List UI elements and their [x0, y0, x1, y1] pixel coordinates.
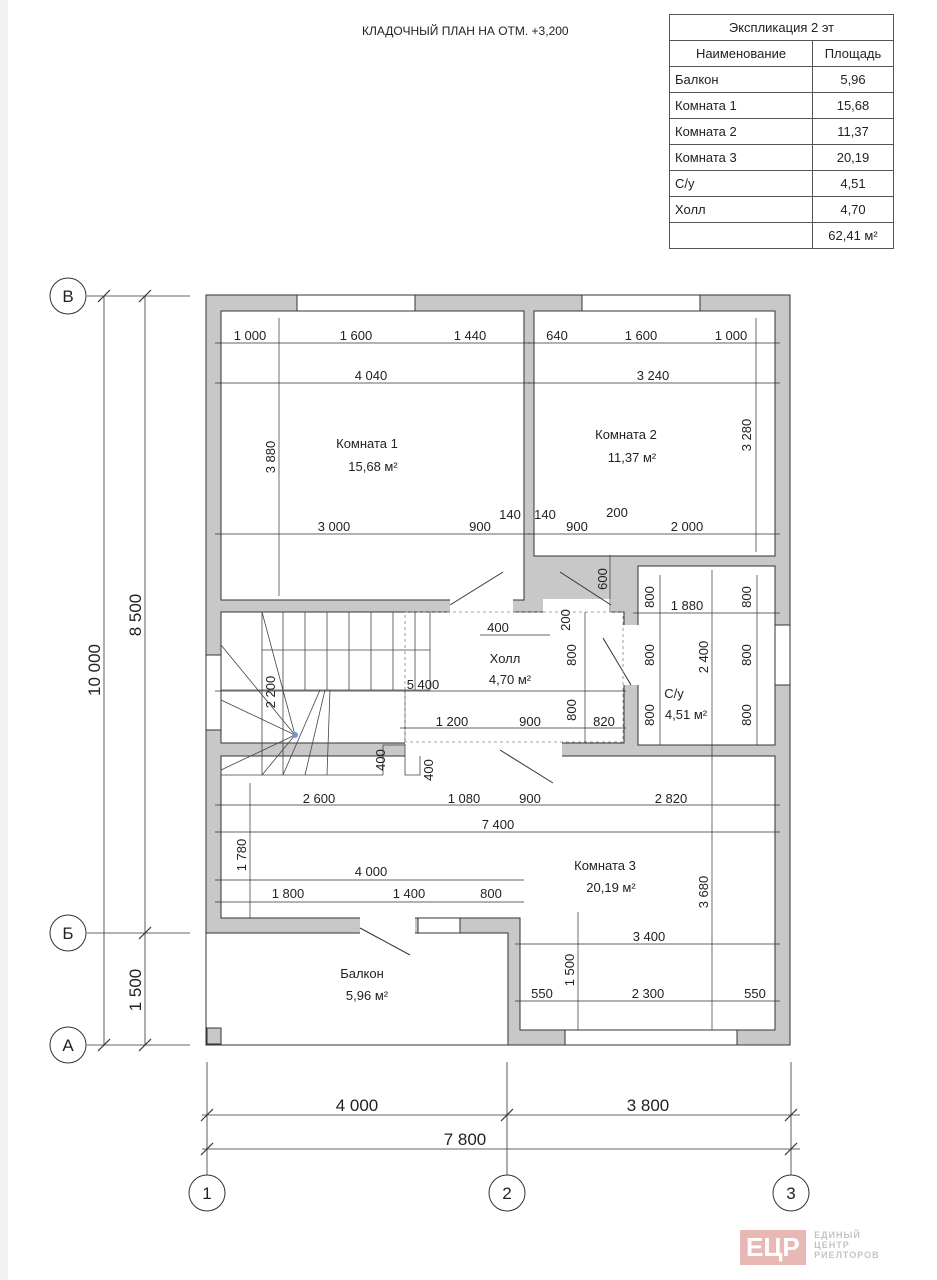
table-cell-name: Холл	[670, 197, 813, 223]
watermark-logo-mark: ЕЦР	[740, 1230, 806, 1265]
table-cell-area: 5,96	[813, 67, 894, 93]
dim-label: 2 400	[696, 640, 711, 674]
table-cell-name: Комната 1	[670, 93, 813, 119]
dim-label: 4 000	[354, 864, 388, 879]
dim-label: 1 440	[453, 328, 487, 343]
axis-label: В	[62, 287, 74, 306]
dim-label: 2 300	[631, 986, 665, 1001]
table-cell-name: Комната 3	[670, 145, 813, 171]
room-area: 20,19 м²	[586, 880, 636, 895]
room-area: 11,37 м²	[607, 450, 657, 465]
dim-label: 8 500	[126, 593, 145, 637]
dim-label: 600	[595, 568, 610, 590]
dim-label: 820	[593, 714, 615, 729]
dim-label: 900	[519, 791, 541, 806]
stair-center-marker	[292, 732, 298, 738]
dim-label: 2 600	[302, 791, 336, 806]
dim-label: 140	[534, 507, 556, 522]
stair-opening	[405, 742, 500, 757]
room-name: Комната 1	[336, 436, 398, 451]
axis-label: А	[62, 1036, 74, 1055]
dim-label: 7 400	[481, 817, 515, 832]
door-opening	[360, 917, 415, 934]
door-opening	[450, 599, 513, 613]
room-area: 4,70 м²	[488, 672, 532, 687]
dim-label: 800	[564, 644, 579, 666]
table-cell-name: Комната 2	[670, 119, 813, 145]
dim-label: 400	[421, 759, 436, 781]
dim-label: 800	[564, 699, 579, 721]
dim-label: 2 200	[263, 675, 278, 709]
dim-label: 3 400	[632, 929, 666, 944]
axis-label: Б	[62, 924, 74, 943]
dim-label: 1 800	[271, 886, 305, 901]
dim-label: 3 000	[317, 519, 351, 534]
balcony-post	[207, 1028, 221, 1044]
dim-label: 400	[373, 749, 388, 771]
dim-label: 1 400	[392, 886, 426, 901]
window	[565, 1030, 737, 1045]
dim-label: 400	[487, 620, 509, 635]
room-area: 4,51 м²	[664, 707, 708, 722]
table-cell-area: 15,68	[813, 93, 894, 119]
room-name: Балкон	[340, 966, 384, 981]
dim-label: 140	[499, 507, 521, 522]
dim-label: 2 000	[670, 519, 704, 534]
dim-label: 800	[739, 586, 754, 608]
room-name: Комната 2	[595, 427, 657, 442]
table-cell-area: 11,37	[813, 119, 894, 145]
dim-label: 900	[566, 519, 588, 534]
window	[775, 625, 790, 685]
window	[582, 295, 700, 311]
dim-label: 800	[739, 644, 754, 666]
dim-label: 3 280	[739, 418, 754, 452]
dim-label: 200	[558, 609, 573, 631]
dim-label: 800	[642, 644, 657, 666]
dim-label: 900	[519, 714, 541, 729]
dim-label: 550	[744, 986, 766, 1001]
dim-label: 1 500	[562, 953, 577, 987]
dim-label: 3 800	[626, 1096, 670, 1115]
room-area: 15,68 м²	[348, 459, 398, 474]
dim-label: 800	[642, 586, 657, 608]
table-cell-name: С/у	[670, 171, 813, 197]
dim-label: 1 000	[233, 328, 267, 343]
table-header-name: Наименование	[670, 41, 813, 67]
dim-label: 1 000	[714, 328, 748, 343]
dim-label: 550	[531, 986, 553, 1001]
dim-label: 1 780	[234, 838, 249, 872]
room-area: 5,96 м²	[345, 988, 389, 1003]
axis-label: 2	[502, 1184, 512, 1203]
table-cell-area: 4,51	[813, 171, 894, 197]
dim-label: 1 080	[447, 791, 481, 806]
plan-title: КЛАДОЧНЫЙ ПЛАН НА ОТМ. +3,200	[362, 24, 569, 38]
window	[418, 918, 460, 933]
room-name: С/у	[664, 686, 684, 701]
dim-label: 1 600	[624, 328, 658, 343]
dim-label: 800	[642, 704, 657, 726]
dim-label: 200	[606, 505, 628, 520]
dim-label: 4 040	[354, 368, 388, 383]
dim-label: 3 880	[263, 440, 278, 474]
watermark-text	[814, 1230, 879, 1260]
dim-label: 640	[546, 328, 568, 343]
table-cell-name: Балкон	[670, 67, 813, 93]
window	[297, 295, 415, 311]
table-cell-area: 4,70	[813, 197, 894, 223]
watermark-logo	[740, 1230, 880, 1265]
table-total: 62,41 м²	[813, 223, 894, 249]
room-name: Холл	[489, 651, 521, 666]
dim-label: 4 000	[335, 1096, 379, 1115]
dim-label: 1 200	[435, 714, 469, 729]
watermark-line: ЦЕНТР	[814, 1240, 850, 1250]
window	[206, 655, 221, 730]
dim-label: 1 880	[670, 598, 704, 613]
dim-label: 1 500	[126, 968, 145, 1012]
dim-label: 3 240	[636, 368, 670, 383]
door-opening	[543, 599, 611, 613]
dim-label: 800	[739, 704, 754, 726]
watermark-line: ЕДИНЫЙ	[814, 1230, 861, 1240]
watermark-line: РИЕЛТОРОВ	[814, 1250, 880, 1260]
table-caption: Экспликация 2 эт	[670, 15, 894, 41]
door-opening	[500, 742, 562, 757]
dim-label: 900	[469, 519, 491, 534]
table-cell-area: 20,19	[813, 145, 894, 171]
dim-label: 2 820	[654, 791, 688, 806]
room-name: Комната 3	[574, 858, 636, 873]
dim-label: 10 000	[85, 644, 104, 696]
dim-label: 3 680	[696, 875, 711, 909]
dim-label: 1 600	[339, 328, 373, 343]
axis-label: 3	[786, 1184, 796, 1203]
dim-label: 7 800	[443, 1130, 487, 1149]
axis-label: 1	[202, 1184, 212, 1203]
dim-label: 800	[480, 886, 502, 901]
dim-label: 5 400	[406, 677, 440, 692]
table-header-area: Площадь	[813, 41, 894, 67]
